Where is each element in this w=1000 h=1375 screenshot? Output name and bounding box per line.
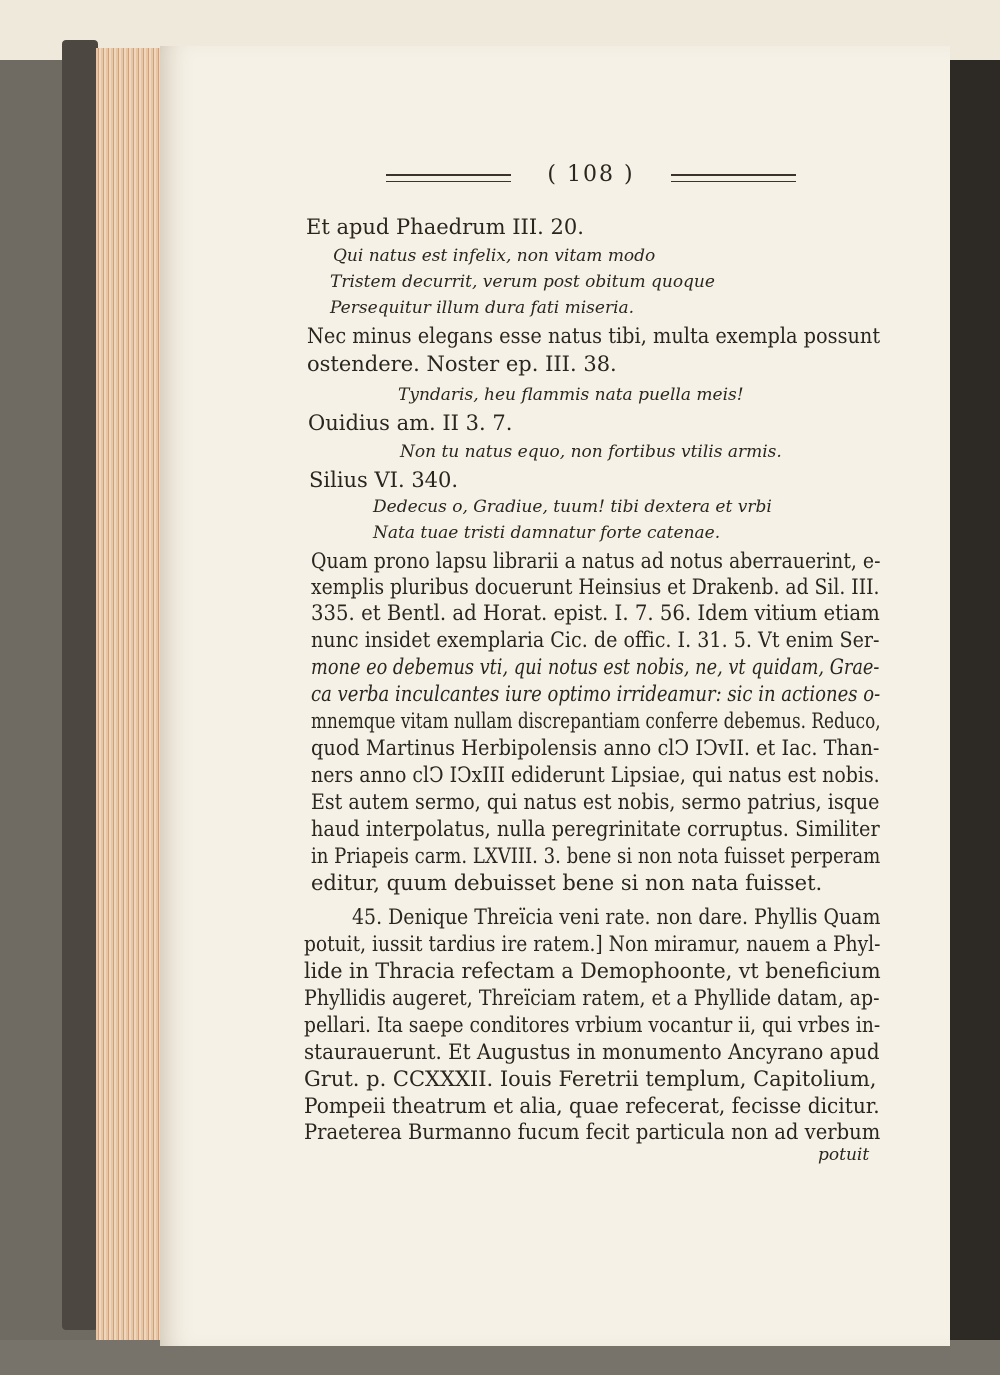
text-line: Nec minus elegans esse natus tibi, multa exempla possunt xyxy=(307,324,881,348)
page-stack-edge xyxy=(96,48,168,1343)
quote-line: Non tu natus equo, non fortibus vtilis armis. xyxy=(400,442,782,462)
text-line: xemplis pluribus docuerunt Heinsius et Drakenb. ad Sil. III. xyxy=(311,575,880,599)
page-number: ( 108 ) xyxy=(547,162,635,187)
page-header xyxy=(386,162,796,192)
book-cover xyxy=(62,40,98,1330)
text-line: ca verba inculcantes iure optimo irrideamur: sic in actiones o- xyxy=(311,682,881,706)
text-line: mnemque vitam nullam discrepantiam conferre debemus. Reduco, xyxy=(311,709,881,733)
text-line: mone eo debemus vti, qui notus est nobis, ne, vt quidam, Grae- xyxy=(311,655,880,679)
text-line: ners anno clↃ IↃxIII ediderunt Lipsiae, qui natus est nobis. xyxy=(311,763,880,787)
facing-page-edge xyxy=(950,60,1000,1340)
quote-line: Persequitur illum dura fati miseria. xyxy=(330,298,635,318)
text-line: Pompeii theatrum et alia, quae refecerat, fecisse dicitur. xyxy=(304,1094,880,1118)
catchword: potuit xyxy=(818,1145,870,1165)
header-rule-right xyxy=(671,174,796,182)
text-line: Praeterea Burmanno fucum fecit particula non ad verbum xyxy=(304,1120,881,1144)
text-line: 335. et Bentl. ad Horat. epist. I. 7. 56. Idem vitium etiam xyxy=(311,601,880,625)
quote-line: Qui natus est infelix, non vitam modo xyxy=(333,246,656,266)
quote-line: Tristem decurrit, verum post obitum quoque xyxy=(330,272,715,292)
quote-line: Tyndaris, heu flammis nata puella meis! xyxy=(398,385,744,405)
text-line: editur, quum debuisset bene si non nata fuisset. xyxy=(311,871,823,895)
text-line: Ouidius am. II 3. 7. xyxy=(308,411,513,435)
text-line: Phyllidis augeret, Threïciam ratem, et a Phyllide datam, ap- xyxy=(304,986,880,1010)
text-line: nunc insidet exemplaria Cic. de offic. I. 31. 5. Vt enim Ser- xyxy=(311,628,880,652)
header-rule-left xyxy=(386,174,511,182)
text-line: Est autem sermo, qui natus est nobis, sermo patrius, isque xyxy=(311,790,880,814)
text-line: pellari. Ita saepe conditores vrbium vocantur ii, qui vrbes in- xyxy=(304,1013,881,1037)
text-line: ostendere. Noster ep. III. 38. xyxy=(307,352,617,376)
text-line: 45. Denique Threïcia veni rate. non dare. Phyllis Quam xyxy=(352,905,881,929)
text-line: in Priapeis carm. LXVIII. 3. bene si non nota fuisset perperam xyxy=(311,844,881,868)
text-line: Quam prono lapsu librarii a natus ad notus aberrauerint, e- xyxy=(311,549,881,573)
text-line: haud interpolatus, nulla peregrinitate corruptus. Similiter xyxy=(311,817,880,841)
text-line: Grut. p. CCXXXII. Iouis Feretrii templum, Capitolium, xyxy=(304,1067,877,1091)
text-line: quod Martinus Herbipolensis anno clↃ IↃvII. et Iac. Than- xyxy=(311,736,880,760)
text-line: lide in Thracia refectam a Demophoonte, vt beneficium xyxy=(304,959,881,983)
text-line: potuit, iussit tardius ire ratem.] Non miramur, nauem a Phyl- xyxy=(304,932,881,956)
text-line: Et apud Phaedrum III. 20. xyxy=(306,215,584,239)
quote-line: Nata tuae tristi damnatur forte catenae. xyxy=(373,523,721,543)
quote-line: Dedecus o, Gradiue, tuum! tibi dextera et vrbi xyxy=(373,497,772,517)
text-line: Silius VI. 340. xyxy=(309,468,459,492)
text-line: staurauerunt. Et Augustus in monumento Ancyrano apud xyxy=(304,1040,880,1064)
